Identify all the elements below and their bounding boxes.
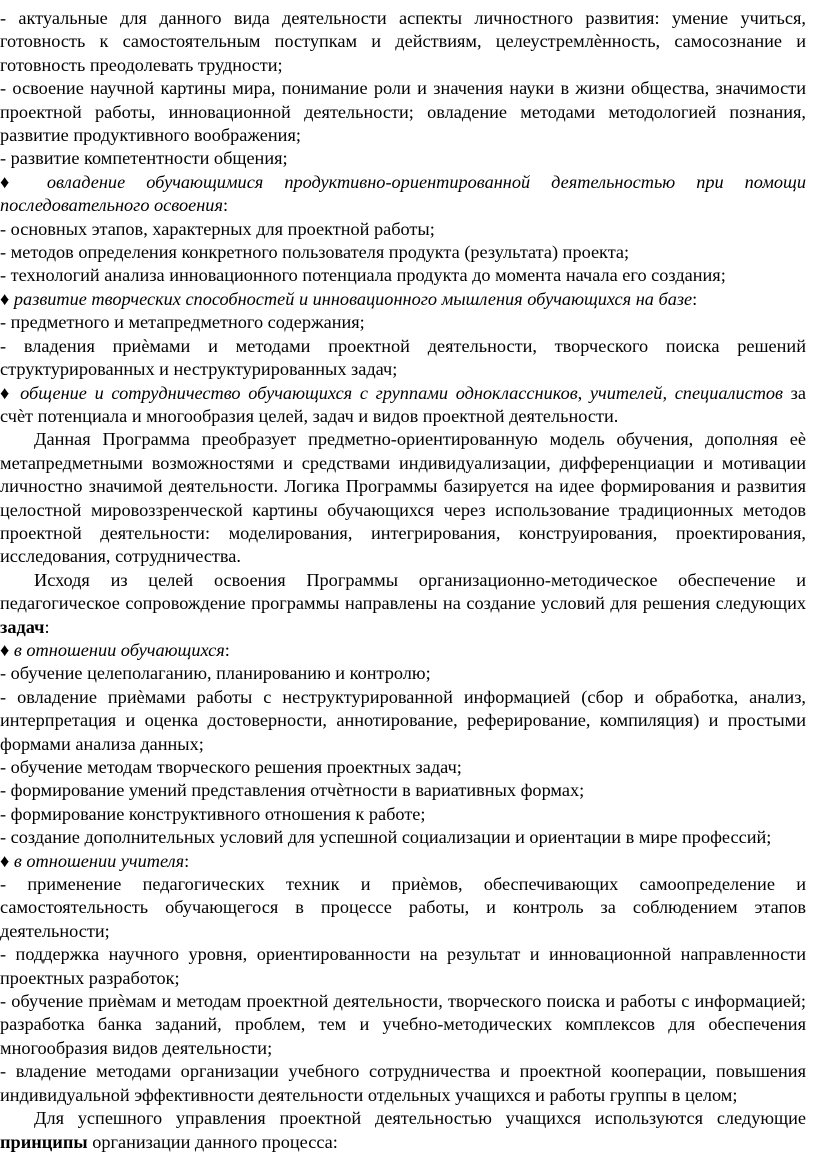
paragraph-9	[0, 311, 806, 334]
paragraph-suffix: :	[44, 616, 50, 637]
paragraph-text: - обучение методам творческого решения проектных задач;	[0, 757, 462, 777]
paragraph-24	[0, 990, 806, 1060]
paragraph-26	[0, 1107, 806, 1154]
paragraph-text: - освоение научной картины мира, понимание роли и значения науки в жизни общества, значимости проектной работы, инновационной деятельности; овладение методами методологией познания, развитие продуктивного воображения;	[0, 78, 806, 146]
paragraph-text: - применение педагогических техник и приѐмов, обеспечивающих самоопределение и самостоятельность обучающегося в процессе работы, и контроль за соблюдением этапов деятельности;	[0, 874, 806, 941]
bullet-heading-1	[0, 171, 806, 218]
paragraph-3	[0, 147, 806, 170]
diamond-bullet-icon: ♦	[0, 288, 14, 309]
diamond-bullet-icon: ♦	[0, 171, 47, 192]
italic-heading: в отношении обучающихся	[13, 639, 225, 660]
italic-heading: овладение обучающимися продуктивно-ориентированной деятельностью при помощи последовательного освоения	[0, 171, 806, 216]
paragraph-text: - основных этапов, характерных для проектной работы;	[0, 218, 435, 239]
bullet-heading-2	[0, 288, 806, 311]
paragraph-text: - формирование умений представления отчѐтности в вариативных формах;	[0, 780, 585, 801]
italic-heading: общение и сотрудничество обучающихся с группами одноклассников, учителей, специалистов	[20, 382, 783, 403]
diamond-bullet-icon: ♦	[0, 850, 14, 871]
paragraph-text: - создание дополнительных условий для успешной социализации и ориентации в мире профессий;	[0, 827, 772, 848]
paragraph-text: - формирование конструктивного отношения к работе;	[0, 803, 426, 824]
paragraph-7	[0, 264, 806, 287]
heading-suffix: :	[184, 850, 190, 871]
heading-suffix: :	[224, 639, 230, 660]
paragraph-text: Для успешного управления проектной деятельностью учащихся используются следующие	[34, 1108, 806, 1129]
paragraph-text: Исходя из целей освоения Программы организационно-методическое обеспечение и педагогическое сопровождение программы направлены на создание условий для решения следующих	[0, 569, 806, 614]
heading-suffix: за счѐт потенциала и многообразия целей, задач и видов проектной деятельности.	[0, 382, 806, 426]
paragraph-text: - поддержка научного уровня, ориентированности на результат и инновационной направленности проектных разработок;	[0, 944, 806, 988]
bullet-heading-5	[0, 850, 806, 873]
paragraph-23	[0, 943, 806, 990]
paragraph-13	[0, 569, 806, 639]
heading-suffix: :	[222, 195, 229, 216]
paragraph-18	[0, 779, 806, 802]
paragraph-text: - технологий анализа инновационного потенциала продукта до момента начала его создания;	[0, 265, 726, 286]
paragraph-15	[0, 662, 806, 685]
paragraph-5	[0, 218, 806, 241]
paragraph-19	[0, 803, 806, 826]
italic-heading: в отношении учителя	[13, 850, 185, 871]
diamond-bullet-icon: ♦	[0, 382, 21, 403]
paragraph-1	[0, 7, 806, 77]
bullet-heading-4	[0, 639, 806, 662]
paragraph-text: - овладение приѐмами работы с неструктурированной информацией (сбор и обработка, анализ, интерпретация и оценка достоверности, аннотирование, реферирование, компиляция) и простыми формами анализа данных;	[0, 686, 806, 754]
paragraph-16	[0, 686, 806, 756]
diamond-bullet-icon: ♦	[0, 639, 14, 660]
paragraph-6	[0, 241, 806, 264]
paragraph-text: - владение методами организации учебного сотрудничества и проектной кооперации, повышения индивидуальной эффективности деятельности отдельных учащихся и работы группы в целом;	[0, 1061, 806, 1105]
paragraph-text: Данная Программа преобразует предметно-ориентированную модель обучения, дополняя еѐ метапредметными возможностями и средствами индивидуализации, дифференциации и мотивации личностно значимой деятельности. Логика Программы базируется на идее формирования и развития целостной мировоззренческой картины обучающихся через использование традиционных методов проектной деятельности: моделирования, интегрирования, конструирования, проектирования, исследования, сотрудничества.	[0, 429, 806, 567]
heading-suffix: :	[692, 288, 698, 309]
paragraph-25	[0, 1060, 806, 1107]
paragraph-22	[0, 873, 806, 943]
paragraph-text: - владения приѐмами и методами проектной деятельности, творческого поиска решений структурированных и неструктурированных задач;	[0, 335, 806, 380]
paragraph-20	[0, 826, 806, 849]
paragraph-text: - обучение приѐмам и методам проектной деятельности, творческого поиска и работы с информацией; разработка банка заданий, проблем, тем и учебно-методических комплексов для обеспечения многообразия видов деятельности;	[0, 991, 806, 1058]
paragraph-text: - актуальные для данного вида деятельности аспекты личностного развития: умение учиться, готовность к самостоятельным поступкам и действиям, целеустремлѐнность, самосознание и готовность преодолевать трудности;	[0, 8, 806, 75]
paragraph-10	[0, 335, 806, 382]
paragraph-suffix: организации данного процесса:	[87, 1131, 338, 1152]
bold-word: задач	[0, 616, 45, 637]
paragraph-12	[0, 428, 806, 568]
bold-word: принципы	[0, 1131, 88, 1152]
paragraph-text: - методов определения конкретного пользователя продукта (результата) проекта;	[0, 242, 630, 263]
paragraph-2	[0, 77, 806, 147]
paragraph-17	[0, 756, 806, 779]
paragraph-text: - развитие компетентности общения;	[0, 148, 288, 169]
italic-heading: развитие творческих способностей и инновационного мышления обучающихся на базе	[13, 288, 693, 309]
bullet-heading-3	[0, 382, 806, 429]
paragraph-text: - обучение целеполаганию, планированию и контролю;	[0, 663, 431, 684]
paragraph-text: - предметного и метапредметного содержания;	[0, 312, 365, 333]
